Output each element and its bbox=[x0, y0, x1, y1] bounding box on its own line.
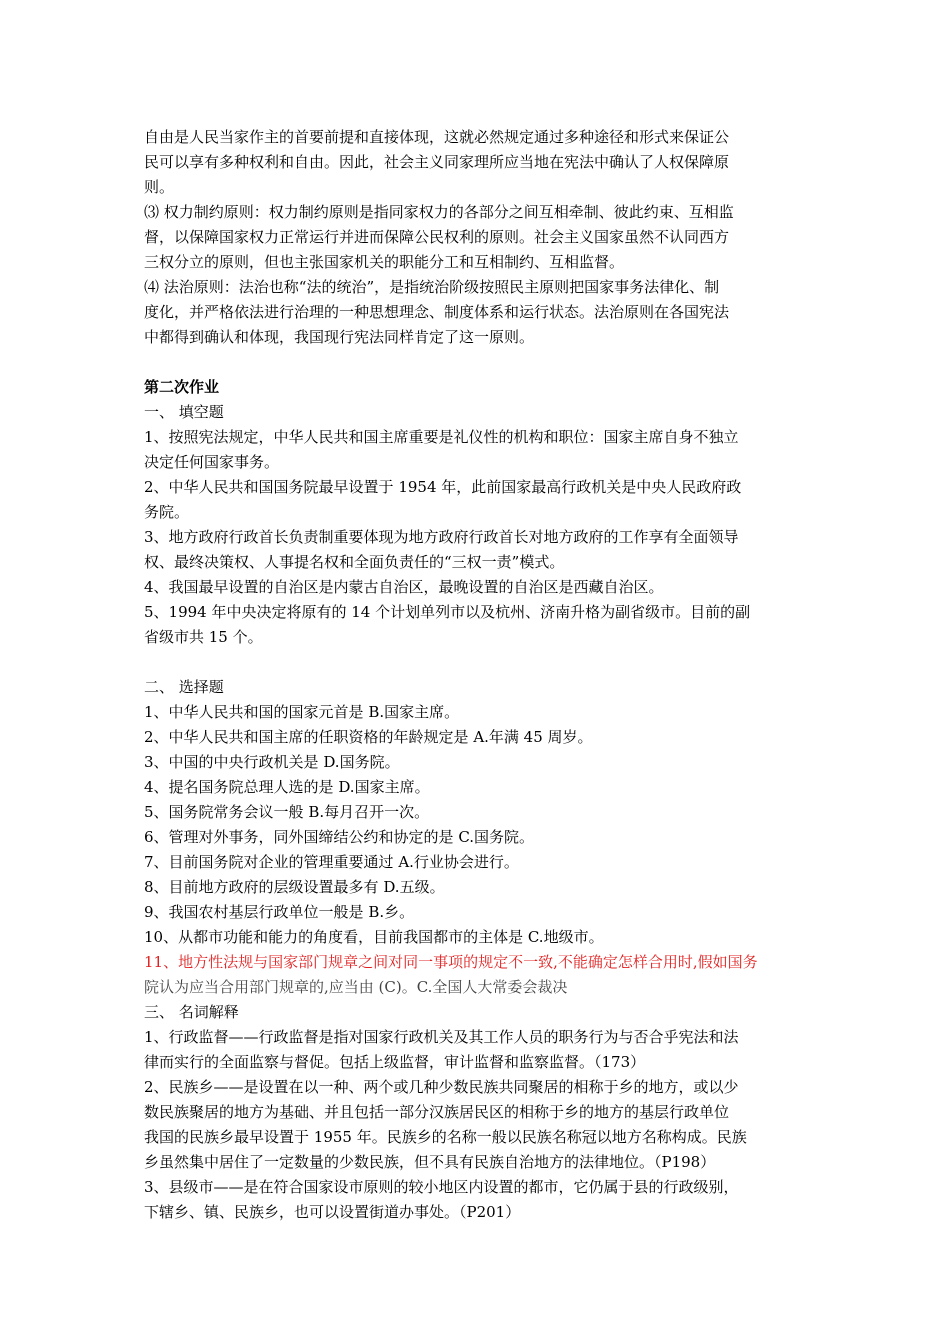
paragraph-line: 三权分立的原则，但也主张国家机关的职能分工和互相制约、互相监督。 bbox=[144, 253, 625, 271]
paragraph-line: 3、县级市——是在符合国家设市原则的较小地区内设置的都市，它仍属于县的行政级别， bbox=[144, 1178, 739, 1196]
paragraph-line: 乡虽然集中居住了一定数量的少数民族，但不具有民族自治地方的法律地位。（P198） bbox=[144, 1153, 716, 1171]
paragraph-line: 律而实行的全面监察与督促。包括上级监督，审计监督和监察监督。（173） bbox=[144, 1053, 646, 1071]
section-title: 二、 选择题 bbox=[144, 678, 224, 696]
list-item: 2、中华人民共和国主席的任职资格的年龄规定是 A.年满 45 周岁。 bbox=[144, 728, 593, 746]
paragraph-line: 1、行政监督——行政监督是指对国家行政机关及其工作人员的职务行为与否合乎宪法和法 bbox=[144, 1028, 739, 1046]
section-choice bbox=[144, 675, 812, 1000]
paragraph-line: 自由是人民当家作主的首要前提和直接体现，这就必然规定通过多种途径和形式来保证公 bbox=[144, 128, 730, 146]
paragraph-line: 度化，并严格依法进行治理的一种思想理念、制度体系和运行状态。法治原则在各国宪法 bbox=[144, 303, 730, 321]
section-title: 三、 名词解释 bbox=[144, 1003, 239, 1021]
list-item: 5、国务院常务会议一般 B.每月召开一次。 bbox=[144, 803, 430, 821]
paragraph-line: 下辖乡、镇、民族乡，也可以设置街道办事处。（P201） bbox=[144, 1203, 521, 1221]
paragraph-line: 决定任何国家事务。 bbox=[144, 453, 280, 471]
paragraph-line: 权、最终决策权、人事提名权和全面负责任的“三权一责”模式。 bbox=[144, 553, 565, 571]
paragraph-line: 中都得到确认和体现，我国现行宪法同样肯定了这一原则。 bbox=[144, 328, 535, 346]
document-page bbox=[144, 125, 812, 1225]
list-item: 1、中华人民共和国的国家元首是 B.国家主席。 bbox=[144, 703, 460, 721]
paragraph-line: 省级市共 15 个。 bbox=[144, 628, 263, 646]
paragraph-line: 2、民族乡——是设置在以一种、两个或几种少数民族共同聚居的相称于乡的地方，或以少 bbox=[144, 1078, 739, 1096]
highlighted-question: 11、地方性法规与国家部门规章之间对同一事项的规定不一致,不能确定怎样合用时,假如国务 bbox=[144, 953, 758, 971]
paragraph-line: 我国的民族乡最早设置于 1955 年。民族乡的名称一般以民族名称冠以地方名称构成。民族 bbox=[144, 1128, 747, 1146]
highlighted-question-continuation: 院认为应当合用部门规章的,应当由 (C)。C.全国人大常委会裁决 bbox=[144, 978, 568, 996]
paragraph-line: 3、地方政府行政首长负责制重要体现为地方政府行政首长对地方政府的工作享有全面领导 bbox=[144, 528, 739, 546]
paragraph-line: ⑶ 权力制约原则：权力制约原则是指同家权力的各部分之间互相牵制、彼此约束、互相监 bbox=[144, 203, 734, 221]
list-item: 10、从都市功能和能力的角度看，目前我国都市的主体是 C.地级市。 bbox=[144, 928, 604, 946]
paragraph-line: 5、1994 年中央决定将原有的 14 个计划单列市以及杭州、济南升格为副省级市。目前的副 bbox=[144, 603, 751, 621]
paragraph-line: ⑷ 法治原则：法治也称“法的统治”，是指统治阶级按照民主原则把国家事务法律化、制 bbox=[144, 278, 720, 296]
homework-title: 第二次作业 bbox=[144, 378, 220, 396]
section-title: 一、 填空题 bbox=[144, 403, 224, 421]
paragraph-line: 1、按照宪法规定，中华人民共和国主席重要是礼仪性的机构和职位：国家主席自身不独立 bbox=[144, 428, 739, 446]
paragraph-line: 则。 bbox=[144, 178, 175, 196]
paragraph-line: 民可以享有多种权利和自由。因此，社会主义同家理所应当地在宪法中确认了人权保障原 bbox=[144, 153, 730, 171]
spacer bbox=[144, 350, 812, 375]
section-fill-blank bbox=[144, 400, 812, 650]
paragraph-line: 督，以保障国家权力正常运行并进而保障公民权利的原则。社会主义国家虽然不认同西方 bbox=[144, 228, 730, 246]
paragraph-line: 务院。 bbox=[144, 503, 190, 521]
list-item: 3、中国的中央行政机关是 D.国务院。 bbox=[144, 753, 400, 771]
list-item: 8、目前地方政府的层级设置最多有 D.五级。 bbox=[144, 878, 445, 896]
paragraph-line: 4、我国最早设置的自治区是内蒙古自治区，最晚设置的自治区是西藏自治区。 bbox=[144, 578, 664, 596]
list-item: 4、提名国务院总理人选的是 D.国家主席。 bbox=[144, 778, 430, 796]
section-terms bbox=[144, 1000, 812, 1225]
section-rights-principles bbox=[144, 125, 812, 350]
paragraph-line: 数民族聚居的地方为基础、并且包括一部分汉族居民区的相称于乡的地方的基层行政单位 bbox=[144, 1103, 730, 1121]
paragraph-line: 2、中华人民共和国国务院最早设置于 1954 年，此前国家最高行政机关是中央人民政府政 bbox=[144, 478, 742, 496]
spacer bbox=[144, 650, 812, 675]
list-item: 6、管理对外事务，同外国缔结公约和协定的是 C.国务院。 bbox=[144, 828, 535, 846]
list-item: 7、目前国务院对企业的管理重要通过 A.行业协会进行。 bbox=[144, 853, 519, 871]
list-item: 9、我国农村基层行政单位一般是 B.乡。 bbox=[144, 903, 415, 921]
